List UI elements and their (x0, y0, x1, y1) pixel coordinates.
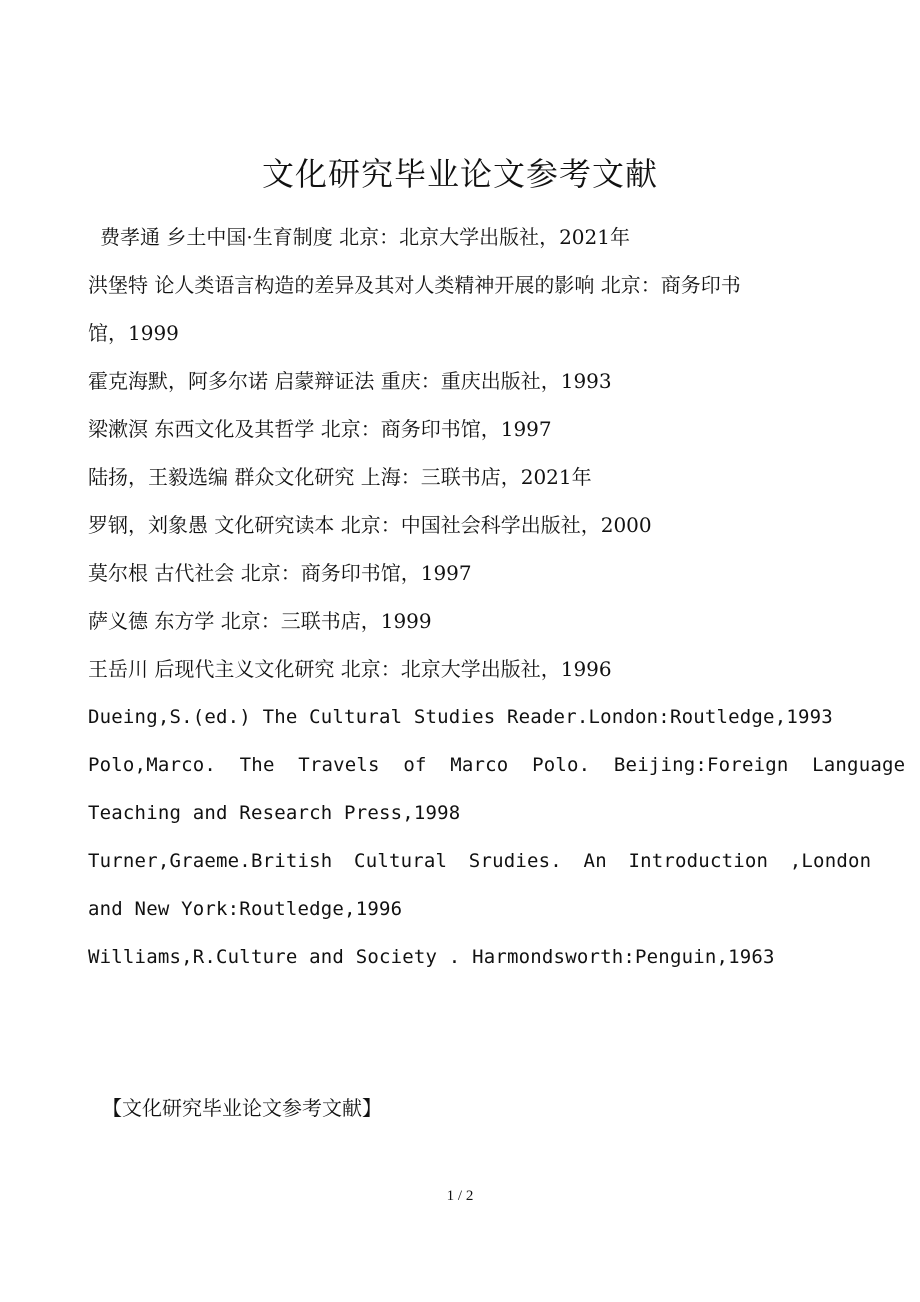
reference-item-continuation: 馆，1999 (88, 321, 179, 345)
reference-list (88, 213, 906, 981)
reference-item: Polo,Marco. The Travels of Marco Polo. Beijing:Foreign Language (88, 754, 906, 776)
reference-item: 霍克海默，阿多尔诺 启蒙辩证法 重庆：重庆出版社，1993 (88, 369, 612, 393)
footer-title: 【文化研究毕业论文参考文献】 (102, 1096, 382, 1120)
page-title: 文化研究毕业论文参考文献 (261, 155, 658, 193)
reference-item: Dueing,S.(ed.) The Cultural Studies Reader.London:Routledge,1993 (88, 706, 833, 728)
reference-item: 陆扬，王毅选编 群众文化研究 上海：三联书店，2021年 (88, 465, 592, 489)
reference-item: 罗钢，刘象愚 文化研究读本 北京：中国社会科学出版社，2000 (88, 513, 652, 537)
reference-item: 王岳川 后现代主义文化研究 北京：北京大学出版社，1996 (88, 657, 612, 681)
page-number: 1 / 2 (446, 1188, 474, 1204)
reference-item: 萨义德 东方学 北京：三联书店，1999 (88, 609, 432, 633)
reference-item-continuation: Teaching and Research Press,1998 (88, 802, 461, 824)
reference-item: 洪堡特 论人类语言构造的差异及其对人类精神开展的影响 北京：商务印书 (88, 273, 741, 297)
reference-item: Williams,R.Culture and Society . Harmondsworth:Penguin,1963 (88, 946, 775, 968)
reference-item: 莫尔根 古代社会 北京：商务印书馆，1997 (88, 561, 472, 585)
reference-item: 梁漱溟 东西文化及其哲学 北京：商务印书馆，1997 (88, 417, 552, 441)
reference-item-continuation: and New York:Routledge,1996 (88, 898, 403, 920)
reference-item: 费孝通 乡土中国·生育制度 北京：北京大学出版社，2021年 (100, 225, 630, 249)
reference-item: Turner,Graeme.British Cultural Srudies. An Introduction ,London (88, 850, 872, 872)
